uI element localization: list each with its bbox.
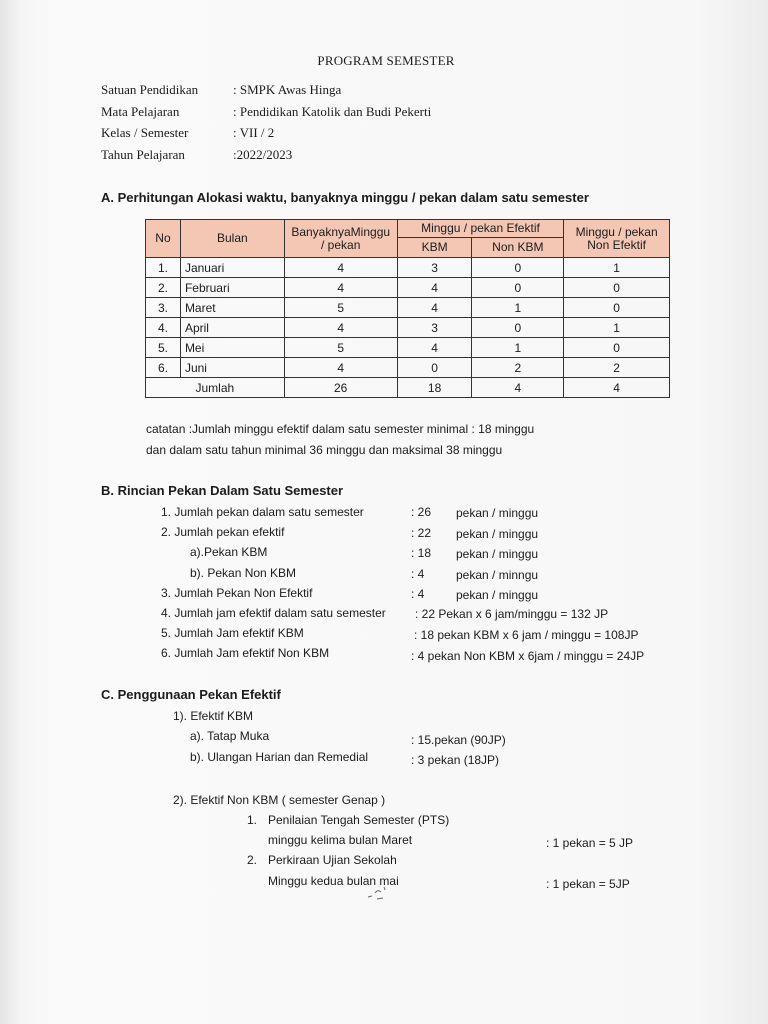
b-item-value: : 4 — [411, 567, 425, 581]
b-item-value: : 18 pekan KBM x 6 jam / minggu = 108JP — [414, 628, 639, 642]
cell-kbm: 3 — [397, 318, 472, 338]
b-item-value: : 22 — [411, 526, 432, 540]
cell-kbm: 3 — [397, 258, 472, 278]
section-a-heading: A. Perhitungan Alokasi waktu, banyaknya minggu / pekan dalam satu semester — [101, 190, 589, 205]
cell-kbm: 4 — [397, 338, 472, 358]
table-row — [146, 258, 670, 278]
cell-banyak: 5 — [284, 298, 397, 318]
cell-total-banyak: 26 — [284, 378, 397, 398]
b-item-label: b). Pekan Non KBM — [190, 566, 297, 580]
header-no: No — [146, 220, 181, 258]
b-item-value: : 26 — [411, 505, 432, 519]
cell-bulan: Februari — [180, 278, 284, 298]
note-line-2: dan dalam satu tahun minimal 36 minggu dan maksimal 38 minggu — [146, 443, 503, 457]
c-item1-desc: minggu kelima bulan Maret — [268, 833, 413, 847]
cell-kbm: 0 — [397, 358, 472, 378]
b-item-unit: pekan / minggu — [456, 547, 539, 561]
cell-banyak: 4 — [284, 278, 397, 298]
table-row — [146, 298, 670, 318]
b-item-unit: pekan / minggu — [456, 527, 539, 541]
c-tatap-muka-value: : 15.pekan (90JP) — [411, 733, 506, 747]
cell-kbm: 4 — [397, 278, 472, 298]
b-item-value: : 22 Pekan x 6 jam/minggu = 132 JP — [415, 607, 609, 621]
cell-kbm: 4 — [397, 298, 472, 318]
c-item1-value: : 1 pekan = 5 JP — [546, 836, 634, 850]
b-item-label: a).Pekan KBM — [190, 545, 268, 559]
cell-non-kbm: 0 — [472, 278, 564, 298]
b-item-value: : 4 pekan Non KBM x 6jam / minggu = 24JP — [411, 649, 645, 663]
cell-non-kbm: 1 — [472, 338, 564, 358]
cell-banyak: 5 — [284, 338, 397, 358]
header-label-tahun: Tahun Pelajaran — [101, 147, 185, 162]
b-item-unit: pekan / minggu — [456, 588, 539, 602]
header-bulan: Bulan — [180, 220, 284, 258]
c-item2-title: Perkiraan Ujian Sekolah — [268, 853, 397, 867]
b-item-label: 4. Jumlah jam efektif dalam satu semester — [161, 606, 386, 620]
header-label-satuan: Satuan Pendidikan — [101, 82, 199, 97]
c-ulangan-value: : 3 pekan (18JP) — [411, 753, 500, 767]
cell-non-kbm: 0 — [472, 318, 564, 338]
cell-no: 3. — [146, 298, 181, 318]
header-value-satuan: : SMPK Awas Hinga — [233, 82, 342, 97]
cell-no: 2. — [146, 278, 181, 298]
cell-bulan: Maret — [180, 298, 284, 318]
cell-non-efektif: 0 — [564, 298, 670, 318]
note-line-1: catatan :Jumlah minggu efektif dalam satu semester minimal : 18 minggu — [146, 422, 535, 436]
b-item-value: : 18 — [411, 546, 432, 560]
header-non-efektif: Minggu / pekan Non Efektif — [564, 220, 670, 258]
c-tatap-muka-label: a). Tatap Muka — [190, 729, 270, 743]
header-value-tahun: :2022/2023 — [233, 147, 293, 162]
cell-no: 1. — [146, 258, 181, 278]
table-row — [146, 318, 670, 338]
b-item-unit: pekan / minggu — [456, 506, 539, 520]
b-item-unit: pekan / minngu — [456, 568, 539, 582]
c-item1-title: Penilaian Tengah Semester (PTS) — [268, 813, 450, 827]
header-kbm: KBM — [397, 238, 472, 258]
cell-banyak: 4 — [284, 318, 397, 338]
cell-total-non-kbm: 4 — [472, 378, 564, 398]
cell-bulan: April — [180, 318, 284, 338]
header-minggu-efektif: Minggu / pekan Efektif — [397, 220, 564, 238]
cell-no: 5. — [146, 338, 181, 358]
b-item-label: 1. Jumlah pekan dalam satu semester — [161, 505, 364, 519]
header-value-kelas: : VII / 2 — [233, 125, 275, 140]
header-label-mapel: Mata Pelajaran — [101, 104, 180, 119]
cell-bulan: Juni — [180, 358, 284, 378]
cell-total-non-efektif: 4 — [564, 378, 670, 398]
cell-non-kbm: 2 — [472, 358, 564, 378]
cell-non-efektif: 0 — [564, 278, 670, 298]
c-sub-kbm: 1). Efektif KBM — [173, 709, 254, 723]
cell-banyak: 4 — [284, 358, 397, 378]
c-item2-number: 2. — [247, 853, 258, 867]
header-label-kelas: Kelas / Semester — [101, 125, 189, 140]
table-total-row — [146, 378, 670, 398]
allocation-table — [145, 219, 670, 398]
b-item-label: 5. Jumlah Jam efektif KBM — [161, 626, 304, 640]
cell-no: 4. — [146, 318, 181, 338]
b-item-label: 3. Jumlah Pekan Non Efektif — [161, 586, 313, 600]
c-ulangan-label: b). Ulangan Harian dan Remedial — [190, 750, 369, 764]
header-banyak-minggu: BanyaknyaMinggu / pekan — [284, 220, 397, 258]
table-row — [146, 358, 670, 378]
cell-total-kbm: 18 — [397, 378, 472, 398]
cell-non-efektif: 1 — [564, 258, 670, 278]
cell-bulan: Mei — [180, 338, 284, 358]
cell-total-label: Jumlah — [146, 378, 285, 398]
b-item-label: 6. Jumlah Jam efektif Non KBM — [161, 646, 330, 660]
header-non-kbm: Non KBM — [472, 238, 564, 258]
cell-non-efektif: 1 — [564, 318, 670, 338]
c-item1-number: 1. — [247, 813, 258, 827]
c-item2-desc: Minggu kedua bulan mai — [268, 874, 399, 888]
table-row — [146, 338, 670, 358]
b-item-label: 2. Jumlah pekan efektif — [161, 525, 285, 539]
cell-non-efektif: 2 — [564, 358, 670, 378]
c-item2-value: : 1 pekan = 5JP — [546, 877, 630, 891]
section-b-heading: B. Rincian Pekan Dalam Satu Semester — [101, 483, 344, 498]
ink-mark — [366, 884, 390, 904]
c-sub-non-kbm: 2). Efektif Non KBM ( semester Genap ) — [173, 793, 386, 807]
cell-no: 6. — [146, 358, 181, 378]
table-row — [146, 278, 670, 298]
cell-non-kbm: 1 — [472, 298, 564, 318]
page-title: PROGRAM SEMESTER — [317, 53, 455, 68]
cell-bulan: Januari — [180, 258, 284, 278]
cell-non-kbm: 0 — [472, 258, 564, 278]
header-value-mapel: : Pendidikan Katolik dan Budi Pekerti — [233, 104, 432, 119]
b-item-value: : 4 — [411, 587, 425, 601]
section-c-heading: C. Penggunaan Pekan Efektif — [101, 687, 281, 702]
cell-non-efektif: 0 — [564, 338, 670, 358]
cell-banyak: 4 — [284, 258, 397, 278]
